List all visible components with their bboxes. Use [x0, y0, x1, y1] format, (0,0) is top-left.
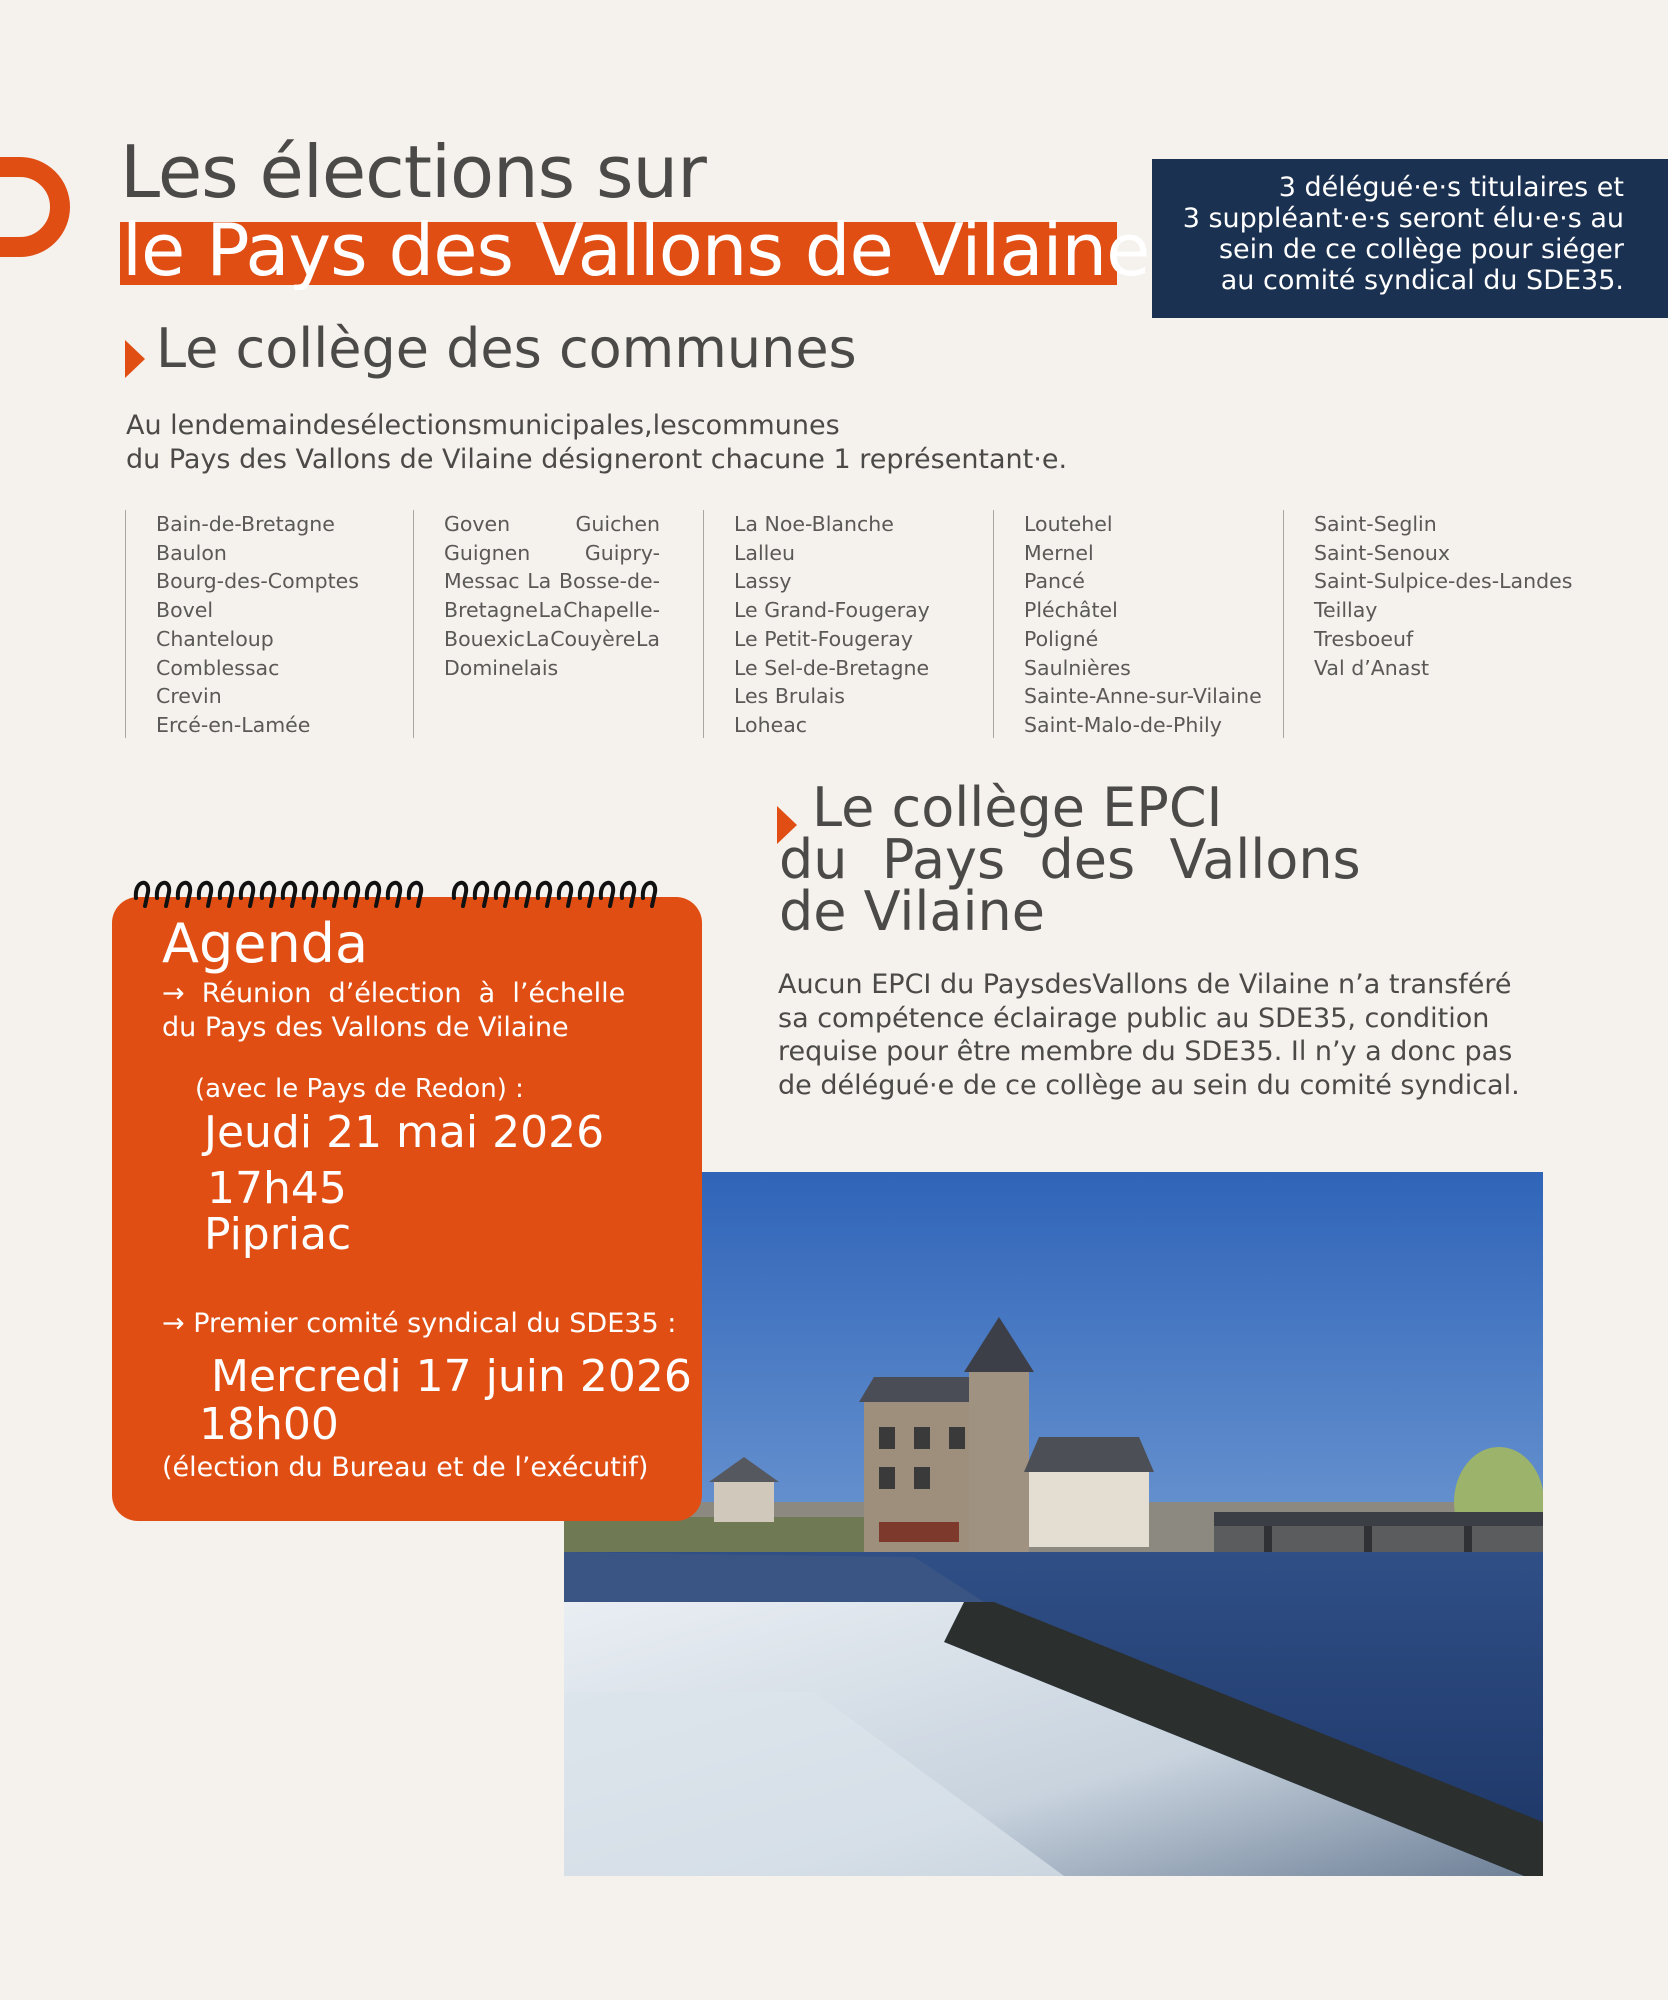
agenda-item2-note: (élection du Bureau et de l’exécutif) [162, 1452, 649, 1483]
commune-row [444, 510, 660, 539]
commune-row [444, 596, 660, 625]
commune-word: Messac [444, 569, 520, 594]
commune-item: Le Sel-de-Bretagne [734, 655, 930, 680]
commune-word: Guipry- [584, 540, 660, 565]
agenda-item1-time: 17h45 [207, 1163, 347, 1214]
communes-column-5 [1283, 510, 1572, 738]
ring-icon [517, 883, 529, 906]
intro-line: du Pays des Vallons de Vilaine désigneront chacune 1 représentant·e. [126, 444, 1068, 475]
ring-icon [454, 883, 466, 906]
section-arrow-icon [125, 340, 145, 378]
epci-heading-line: du Pays des Vallons [779, 828, 1361, 891]
ring-icon [388, 883, 400, 906]
commune-word: Chapelle- [563, 598, 660, 623]
ring-icon [601, 883, 613, 906]
commune-item: Saint-Seglin [1314, 512, 1437, 536]
agenda-card [112, 897, 702, 1521]
commune-word: Bouexic [444, 626, 525, 651]
agenda-item2-date: Mercredi 17 juin 2026 [211, 1351, 692, 1402]
commune-item: Tresboeuf [1314, 626, 1414, 651]
commune-word: Couyère [550, 626, 636, 651]
ring-icon [220, 883, 232, 906]
agenda-item2-time: 18h00 [199, 1399, 339, 1450]
river-mill-photo [564, 1172, 1543, 1876]
communes-column-4 [993, 510, 1262, 738]
commune-item: Sainte-Anne-sur-Vilaine [1024, 684, 1262, 709]
commune-item: Saulnières [1024, 655, 1131, 680]
ring-icon [199, 883, 211, 906]
agenda-title: Agenda [162, 912, 369, 975]
agenda-item1-date: Jeudi 21 mai 2026 [204, 1107, 605, 1158]
epci-heading [779, 776, 1361, 943]
commune-item: Lalleu [734, 540, 795, 565]
commune-item: Loheac [734, 712, 808, 737]
commune-item: Chanteloup [156, 626, 274, 651]
page-title-line2: le Pays des Vallons de Vilaine [122, 208, 1150, 292]
ring-icon [262, 883, 274, 906]
commune-item: Poligné [1024, 626, 1099, 651]
commune-item: Les Brulais [734, 684, 845, 709]
agenda-item1-line: → Réunion d’élection à l’échelle [162, 978, 626, 1009]
epci-para-line: sa compétence éclairage public au SDE35, condition [778, 1002, 1490, 1034]
intro-line: Au lendemaindesélectionsmunicipales,lescommunes [126, 410, 840, 441]
ring-icon [325, 883, 337, 906]
communes-intro [126, 409, 1067, 477]
epci-para-line: Aucun EPCI du PaysdesVallons de Vilaine n’a transféré [778, 969, 1512, 1000]
commune-item: Crevin [156, 684, 222, 709]
commune-word: Bosse-de- [558, 569, 660, 594]
commune-item: Baulon [156, 540, 227, 565]
ring-icon [622, 883, 634, 906]
agenda-item1-line: (avec le Pays de Redon) : [195, 1074, 524, 1104]
commune-word: La [636, 626, 660, 651]
info-line: sein de ce collège pour siéger [1218, 234, 1624, 265]
ring-icon [538, 883, 550, 906]
page-title-line1: Les élections sur [120, 130, 706, 214]
ring-icon [643, 883, 655, 906]
commune-word: La [538, 598, 563, 623]
epci-para-line: de délégué·e de ce collège au sein du comité syndical. [778, 1069, 1520, 1101]
commune-item: Saint-Sulpice-des-Landes [1314, 569, 1573, 594]
commune-word: Bretagne [444, 598, 538, 623]
ring-icon [475, 883, 487, 906]
commune-word: Guignen [444, 540, 531, 565]
info-line: 3 suppléant·e·s seront élu·e·s au [1182, 203, 1624, 234]
commune-item: Comblessac [156, 655, 280, 680]
ring-icon [409, 883, 421, 906]
epci-paragraph [778, 968, 1520, 1102]
commune-item: Bovel [156, 598, 214, 623]
agenda-item1-line: du Pays des Vallons de Vilaine [162, 1012, 569, 1043]
commune-item: La Noe-Blanche [734, 512, 894, 536]
communes-heading: Le collège des communes [156, 317, 857, 380]
delegates-info-box [1152, 159, 1668, 318]
commune-item: Bain-de-Bretagne [156, 512, 335, 536]
commune-item: Ercé-en-Lamée [156, 712, 311, 737]
commune-row [444, 567, 660, 596]
communes-column-1 [125, 510, 359, 738]
ring-icon [367, 883, 379, 906]
agenda-item1-place: Pipriac [204, 1209, 352, 1260]
commune-item: Le Grand-Fougeray [734, 598, 930, 623]
commune-row [444, 539, 660, 568]
commune-word: Guichen [575, 512, 660, 536]
ring-icon [178, 883, 190, 906]
epci-heading-line: Le collège EPCI [812, 776, 1223, 839]
commune-item: Mernel [1024, 540, 1094, 565]
ring-icon [241, 883, 253, 906]
commune-item: Lassy [734, 569, 792, 594]
decorative-d-shape [0, 156, 88, 258]
commune-word: La [527, 569, 552, 594]
info-line: 3 délégué·e·s titulaires et [1278, 172, 1624, 203]
commune-word: La [525, 626, 550, 651]
commune-word: Goven [444, 512, 511, 536]
commune-item: Bourg-des-Comptes [156, 569, 359, 594]
commune-word: Dominelais [444, 655, 559, 680]
epci-para-line: requise pour être membre du SDE35. Il n’y a donc pas [778, 1036, 1513, 1067]
commune-item: Teillay [1314, 598, 1378, 623]
commune-item: Loutehel [1024, 512, 1113, 536]
photo-illustration [564, 1172, 1543, 1876]
epci-heading-line: de Vilaine [779, 880, 1045, 943]
commune-item: Pléchâtel [1024, 598, 1118, 623]
ring-icon [496, 883, 508, 906]
ring-icon [559, 883, 571, 906]
info-line: au comité syndical du SDE35. [1220, 265, 1624, 296]
notebook-rings-icon [132, 876, 672, 914]
ring-icon [304, 883, 316, 906]
communes-column-3 [703, 510, 930, 738]
agenda-item2-line: → Premier comité syndical du SDE35 : [162, 1308, 677, 1339]
ring-icon [346, 883, 358, 906]
commune-item: Saint-Senoux [1314, 540, 1450, 565]
commune-row [444, 654, 660, 683]
ring-icon [283, 883, 295, 906]
ring-icon [136, 883, 148, 906]
commune-item: Saint-Malo-de-Phily [1024, 712, 1222, 737]
communes-column-2 [413, 510, 660, 738]
commune-row [444, 625, 660, 654]
ring-icon [580, 883, 592, 906]
commune-item: Val d’Anast [1314, 655, 1430, 680]
ring-icon [157, 883, 169, 906]
commune-item: Pancé [1024, 569, 1085, 594]
commune-item: Le Petit-Fougeray [734, 626, 913, 651]
